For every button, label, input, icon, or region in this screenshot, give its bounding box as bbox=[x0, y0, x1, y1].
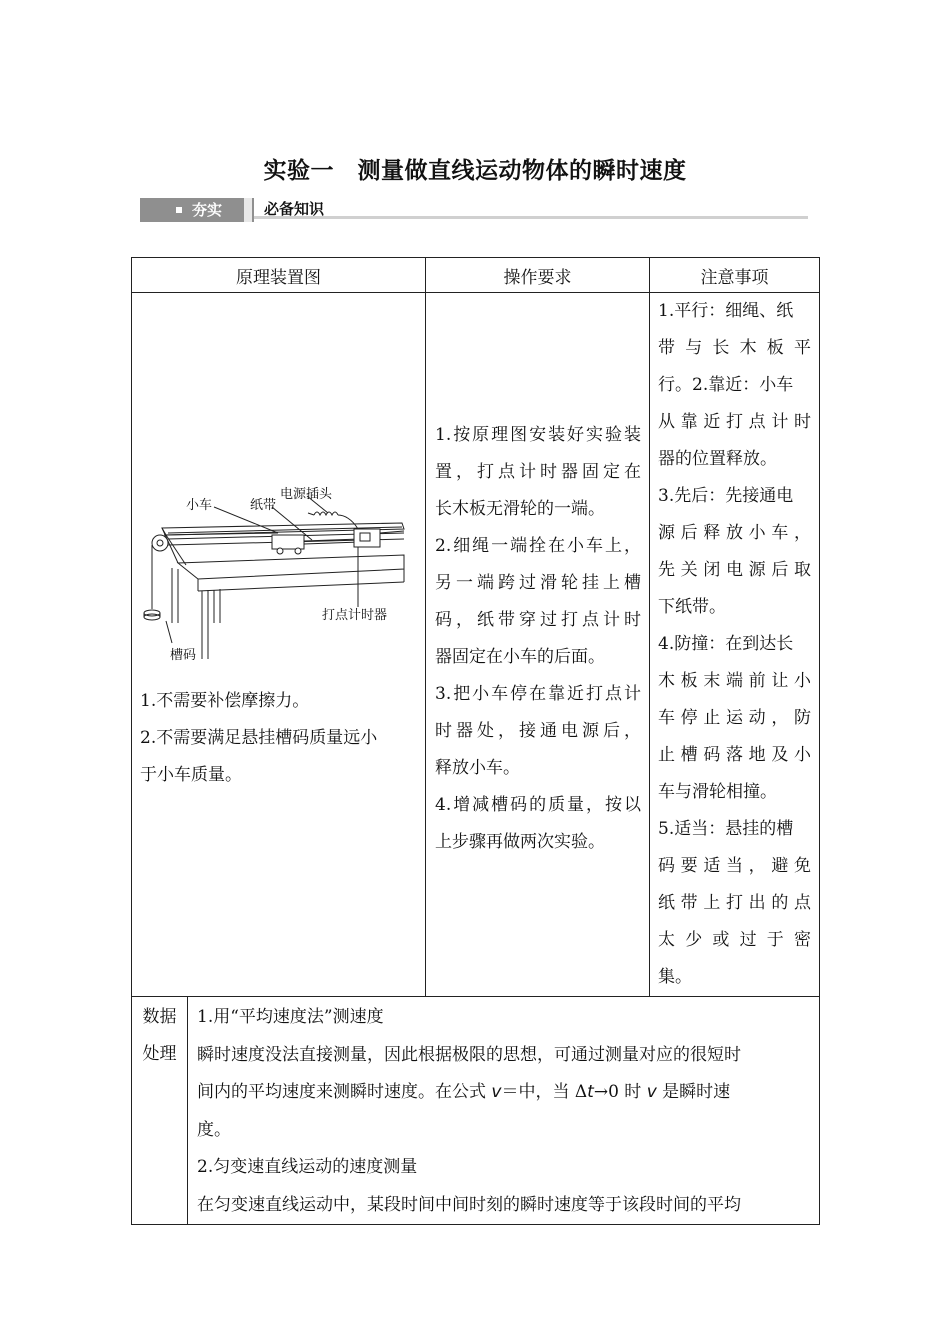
header-notes: 注意事项 bbox=[650, 258, 820, 293]
op-line: 上步骤再做两次实验。 bbox=[435, 832, 605, 852]
cart bbox=[272, 535, 304, 549]
data-label-line: 数据 bbox=[142, 1007, 177, 1027]
formula-text-a: 间内的平均速度来测瞬时速度。在公式 bbox=[197, 1082, 486, 1102]
section-banner bbox=[140, 198, 808, 222]
note-line: 1.平行：细绳、纸 bbox=[658, 301, 794, 321]
formula-text-b: ＝中，当 Δ bbox=[501, 1082, 588, 1102]
note-line: 止槽码落地及小 bbox=[658, 745, 811, 765]
data-label bbox=[132, 997, 187, 1073]
apparatus-figure bbox=[132, 293, 425, 683]
op-line: 长木板无滑轮的一端。 bbox=[435, 499, 605, 519]
data-line-formula bbox=[197, 1074, 811, 1112]
operation-cell bbox=[426, 293, 650, 997]
formula-text-d: 是瞬时速 bbox=[662, 1082, 731, 1102]
op-line: 另一端跨过滑轮挂上槽 bbox=[435, 573, 641, 593]
principle-cell bbox=[132, 293, 426, 997]
note-line: 行。2.靠近：小车 bbox=[658, 375, 794, 395]
data-line: 度。 bbox=[197, 1119, 231, 1140]
op-line: 时器处，接通电源后， bbox=[435, 721, 641, 741]
apparatus-diagram bbox=[132, 293, 426, 683]
note-line: 源后释放小车， bbox=[658, 523, 811, 543]
note-line: 器的位置释放。 bbox=[658, 449, 777, 469]
data-label-cell bbox=[132, 997, 188, 1225]
square-bullet-icon bbox=[176, 207, 182, 213]
label-timer: 打点计时器 bbox=[322, 608, 388, 623]
note-line: 先关闭电源后取 bbox=[658, 560, 811, 580]
pulley bbox=[152, 535, 168, 551]
banner-divider bbox=[244, 198, 252, 222]
header-operation: 操作要求 bbox=[426, 258, 650, 293]
data-line: 2.匀变速直线运动的速度测量 bbox=[197, 1157, 418, 1177]
label-tape: 纸带 bbox=[250, 498, 277, 513]
table-header-row bbox=[132, 258, 820, 293]
op-line: 4.增减槽码的质量，按以 bbox=[435, 795, 641, 815]
symbol-t: t bbox=[587, 1082, 594, 1102]
label-weights: 槽码 bbox=[170, 648, 197, 663]
page-title: 实验一 测量做直线运动物体的瞬时速度 bbox=[263, 158, 687, 184]
data-line: 1.用“平均速度法”测速度 bbox=[197, 1007, 384, 1027]
label-plug: 电源插头 bbox=[280, 487, 333, 502]
op-line: 释放小车。 bbox=[435, 758, 520, 778]
data-label-line: 处理 bbox=[142, 1044, 177, 1064]
data-processing-row bbox=[132, 997, 820, 1225]
principle-notes bbox=[132, 683, 425, 794]
notes-cell bbox=[650, 293, 820, 997]
table-main-row bbox=[132, 293, 820, 997]
banner-tag bbox=[140, 198, 244, 222]
op-line: 码，纸带穿过打点计时 bbox=[435, 610, 641, 630]
op-line: 器固定在小车的后面。 bbox=[435, 647, 605, 667]
note-line: 带与长木板平 bbox=[658, 338, 811, 358]
label-cart: 小车 bbox=[186, 498, 213, 513]
header-principle: 原理装置图 bbox=[132, 258, 426, 293]
op-line: 置，打点计时器固定在 bbox=[435, 462, 641, 482]
note-line: 3.先后：先接通电 bbox=[658, 486, 794, 506]
note-line: 集。 bbox=[658, 967, 692, 987]
op-line: 2.细绳一端拴在小车上， bbox=[435, 536, 641, 556]
note-line: 码要适当，避免 bbox=[658, 856, 811, 876]
data-line: 在匀变速直线运动中，某段时间中间时刻的瞬时速度等于该段时间的平均 bbox=[197, 1194, 741, 1215]
operation-text bbox=[426, 293, 649, 861]
principle-note-1: 1.不需要补偿摩擦力。 bbox=[140, 691, 310, 711]
data-body bbox=[188, 997, 819, 1224]
note-line: 车停止运动，防 bbox=[658, 708, 811, 728]
table-top bbox=[178, 555, 404, 579]
note-line: 下纸带。 bbox=[658, 597, 726, 617]
data-body-cell bbox=[188, 997, 820, 1225]
principle-note-3: 于小车质量。 bbox=[140, 765, 242, 785]
note-line: 4.防撞：在到达长 bbox=[658, 634, 794, 654]
experiment-table bbox=[131, 257, 820, 1225]
notes-text bbox=[650, 293, 819, 996]
note-line: 太少或过于密 bbox=[658, 930, 811, 950]
data-line: 瞬时速度没法直接测量，因此根据极限的思想，可通过测量对应的很短时 bbox=[197, 1044, 741, 1065]
formula-text-c: →0 时 bbox=[593, 1082, 642, 1102]
note-line: 车与滑轮相撞。 bbox=[658, 782, 777, 802]
note-line: 从靠近打点计时 bbox=[658, 412, 811, 432]
banner-label: 必备知识 bbox=[252, 198, 808, 219]
op-line: 3.把小车停在靠近打点计 bbox=[435, 684, 641, 704]
note-line: 木板末端前让小 bbox=[658, 671, 811, 691]
note-line: 纸带上打出的点 bbox=[658, 893, 811, 913]
banner-tag-text: 夯实 bbox=[192, 201, 223, 219]
principle-note-2: 2.不需要满足悬挂槽码质量远小 bbox=[140, 728, 378, 748]
ticker-timer bbox=[354, 529, 380, 547]
note-line: 5.适当：悬挂的槽 bbox=[658, 819, 794, 839]
symbol-v2: v bbox=[646, 1082, 657, 1102]
symbol-v: v bbox=[491, 1082, 502, 1102]
op-line: 1.按原理图安装好实验装 bbox=[435, 425, 641, 445]
